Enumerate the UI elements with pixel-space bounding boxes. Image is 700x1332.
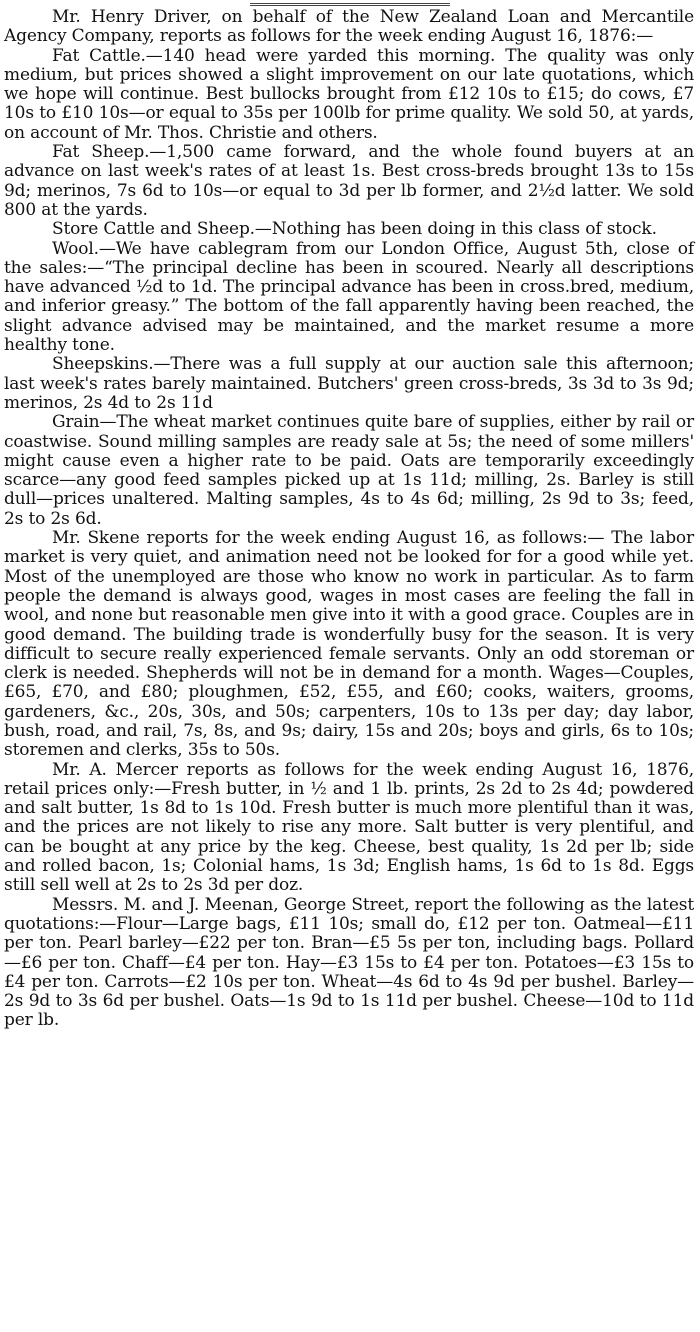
- paragraph-grain: Grain—The wheat market continues quite bare of supplies, either by rail or coastwise. Sound milling samples are ready sale at 5s; the need of some millers' might cause even a higher rate to be paid. Oats are temporarily exceedingly scarce—any good feed samples picked up at 1s 11d; milling, 2s. Barley is still dull—prices unaltered. Malting samples, 4s to 4s 6d; milling, 2s 9d to 3s; feed, 2s to 2s 6d.: [4, 412, 694, 529]
- news-column: [4, 8, 694, 1031]
- paragraph-meenan-report: Messrs. M. and J. Meenan, George Street, report the following as the latest quotations:—Flour—Large bags, £11 10s; small do, £12 per ton. Oatmeal—£11 per ton. Pearl barley—£22 per ton. Bran—£5 5s per ton, including bags. Pollard—£6 per ton. Chaff—£4 per ton. Hay—£3 15s to £4 per ton. Potatoes—£3 15s to £4 per ton. Carrots—£2 10s per ton. Wheat—4s 6d to 4s 9d per bushel. Barley—2s 9d to 3s 6d per bushel. Oats—1s 9d to 1s 11d per bushel. Cheese—10d to 11d per lb.: [4, 894, 694, 1031]
- paragraph-fat-sheep: Fat Sheep.—1,500 came forward, and the whole found buyers at an advance on last week's rates of at least 1s. Best cross-breds brought 13s to 15s 9d; merinos, 7s 6d to 10s—or equal to 3d per lb former, and 2½d latter. We sold 800 at the yards.: [4, 142, 694, 220]
- paragraph-mercer-report: Mr. A. Mercer reports as follows for the week ending August 16, 1876, retail prices only:—Fresh butter, in ½ and 1 lb. prints, 2s 2d to 2s 4d; powdered and salt butter, 1s 8d to 1s 10d. Fresh butter is much more plentiful than it was, and the prices are not likely to rise any more. Salt butter is very plentiful, and can be bought at any price by the keg. Cheese, best quality, 1s 2d per lb; side and rolled bacon, 1s; Colonial hams, 1s 3d; English hams, 1s 6d to 1s 8d. Eggs still sell well at 2s to 2s 3d per doz.: [4, 759, 694, 896]
- paragraph-skene-report: Mr. Skene reports for the week ending August 16, as follows:— The labor market is very quiet, and animation need not be looked for for a good while yet. Most of the unemployed are those who know no work in particular. As to farm people the demand is always good, wages in most cases are feeling the fall in wool, and none but reasonable men give into it with a good grace. Couples are in good demand. The building trade is wonderfully busy for the season. It is very difficult to secure really experienced female servants. Only an odd storeman or clerk is needed. Shepherds will not be in demand for a month. Wages—Couples, £65, £70, and £80; ploughmen, £52, £55, and £60; cooks, waiters, grooms, gardeners, &c., 20s, 30s, and 50s; carpenters, 10s to 13s per day; day labor, bush, road, and rail, 7s, 8s, and 9s; dairy, 15s and 20s; boys and girls, 6s to 10s; storemen and clerks, 35s to 50s.: [4, 528, 694, 761]
- paragraph-driver-intro: Mr. Henry Driver, on behalf of the New Zealand Loan and Mercantile Agency Company, reports as follows for the week ending August 16, 1876:—: [4, 7, 694, 47]
- paragraph-wool: Wool.—We have cablegram from our London Office, August 5th, close of the sales:—“The principal decline has been in scoured. Nearly all descriptions have advanced ½d to 1d. The principal advance has been in cross.bred, medium, and inferior greasy.” The bottom of the fall apparently having been reached, the slight advance advised may be maintained, and the market resume a more healthy tone.: [4, 238, 694, 356]
- paragraph-sheepskins: Sheepskins.—There was a full supply at our auction sale this afternoon; last week's rates barely maintained. Butchers' green cross-breds, 3s 3d to 3s 9d; merinos, 2s 4d to 2s 11d: [4, 354, 694, 413]
- paragraph-fat-cattle: Fat Cattle.—140 head were yarded this morning. The quality was only medium, but prices showed a slight improvement on our late quotations, which we hope will continue. Best bullocks brought from £12 10s to £15; do cows, £7 10s to £10 10s—or equal to 35s per 100lb for prime quality. We sold 50, at yards, on account of Mr. Thos. Christie and others.: [4, 45, 694, 143]
- top-rule: [250, 3, 450, 6]
- paragraph-store-cattle: Store Cattle and Sheep.—Nothing has been doing in this class of stock.: [52, 219, 657, 240]
